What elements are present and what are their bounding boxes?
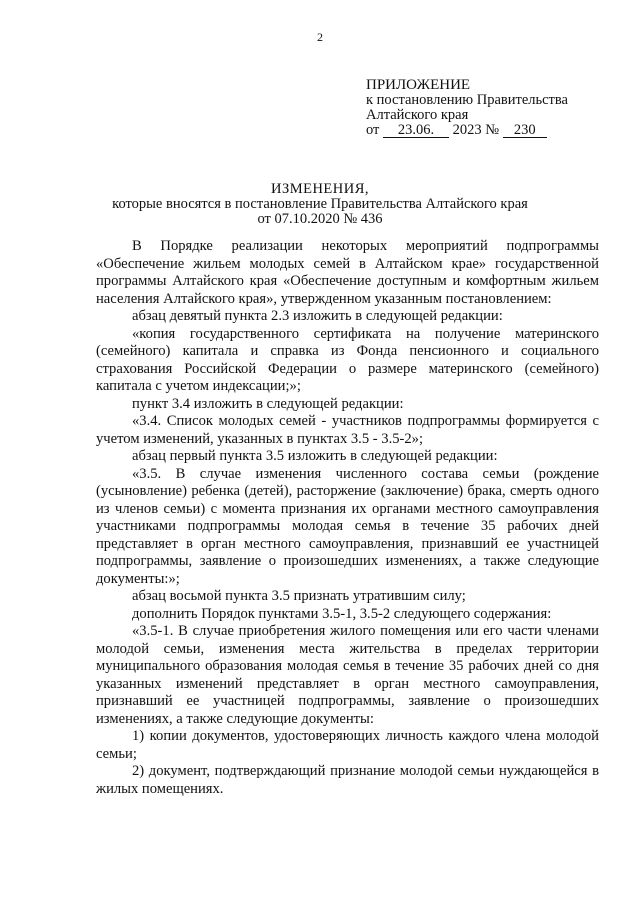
paragraph: абзац девятый пункта 2.3 изложить в следующей редакции:: [132, 308, 503, 324]
appendix-line-1: к постановлению Правительства: [366, 92, 568, 108]
decree-number: 230: [503, 124, 547, 138]
paragraph: 1) копии документов, удостоверяющих личность каждого члена молодой семьи;: [96, 728, 599, 762]
paragraph: 2) документ, подтверждающий признание молодой семьи нуждающейся в жилых помещениях.: [96, 763, 599, 797]
paragraph: «3.5-1. В случае приобретения жилого помещения или его части членами молодой семьи, изменения места жительства в пределах территории муниципального образования молодая семья в течение 35 рабочих дней со дня указанных изменений представляет в орган местного самоуправления, признавший ее участницей подпрограммы, заявление о произошедших изменениях, а также следующие документы:: [96, 623, 599, 727]
heading-line-1: которые вносятся в постановление Правительства Алтайского края: [112, 196, 528, 212]
appendix-date-line: [366, 123, 568, 138]
document-heading: [0, 182, 640, 227]
paragraph: «копия государственного сертификата на получение материнского (семейного) капитала и справка из Фонда пенсионного и социального страхования Российской Федерации о размере материнского (семейного) капитала с учетом индексации;»;: [96, 325, 599, 394]
paragraph: В Порядке реализации некоторых мероприятий подпрограммы «Обеспечение жильем молодых семей в Алтайском крае» государственной программы Алтайского края «Обеспечение доступным и комфортным жильем населения Алтайского края», утвержденном указанным постановлением:: [96, 238, 599, 307]
appendix-title: ПРИЛОЖЕНИЕ: [366, 77, 471, 93]
body-text: [96, 238, 599, 798]
paragraph: дополнить Порядок пунктами 3.5-1, 3.5-2 следующего содержания:: [132, 605, 552, 622]
decree-date: 23.06.: [383, 124, 449, 138]
decree-year: 2023 №: [452, 122, 500, 138]
paragraph: «3.5. В случае изменения численного состава семьи (рождение (усыновление) ребенка (детей), расторжение (заключение) брака, смерть одного из членов семьи) с момента признания их органами местного самоуправления участниками подпрограммы молодая семья в течение 35 рабочих дней представляет в орган местного самоуправления, признавший ее участницей подпрограммы, заявление о произошедших изменениях, а также следующие документы:»;: [96, 465, 599, 587]
appendix-block: [366, 78, 568, 138]
heading-line-2: от 07.10.2020 № 436: [257, 211, 383, 227]
page-number: 2: [317, 30, 323, 44]
from-label: от: [366, 122, 380, 138]
heading-title: ИЗМЕНЕНИЯ,: [270, 181, 370, 197]
appendix-line-2: Алтайского края: [366, 107, 469, 123]
paragraph: пункт 3.4 изложить в следующей редакции:: [132, 395, 404, 412]
paragraph: «3.4. Список молодых семей - участников подпрограммы формируется с учетом изменений, указанных в пунктах 3.5 - 3.5-2»;: [96, 413, 599, 447]
paragraph: абзац первый пункта 3.5 изложить в следующей редакции:: [132, 448, 498, 464]
paragraph: абзац восьмой пункта 3.5 признать утратившим силу;: [132, 588, 466, 604]
